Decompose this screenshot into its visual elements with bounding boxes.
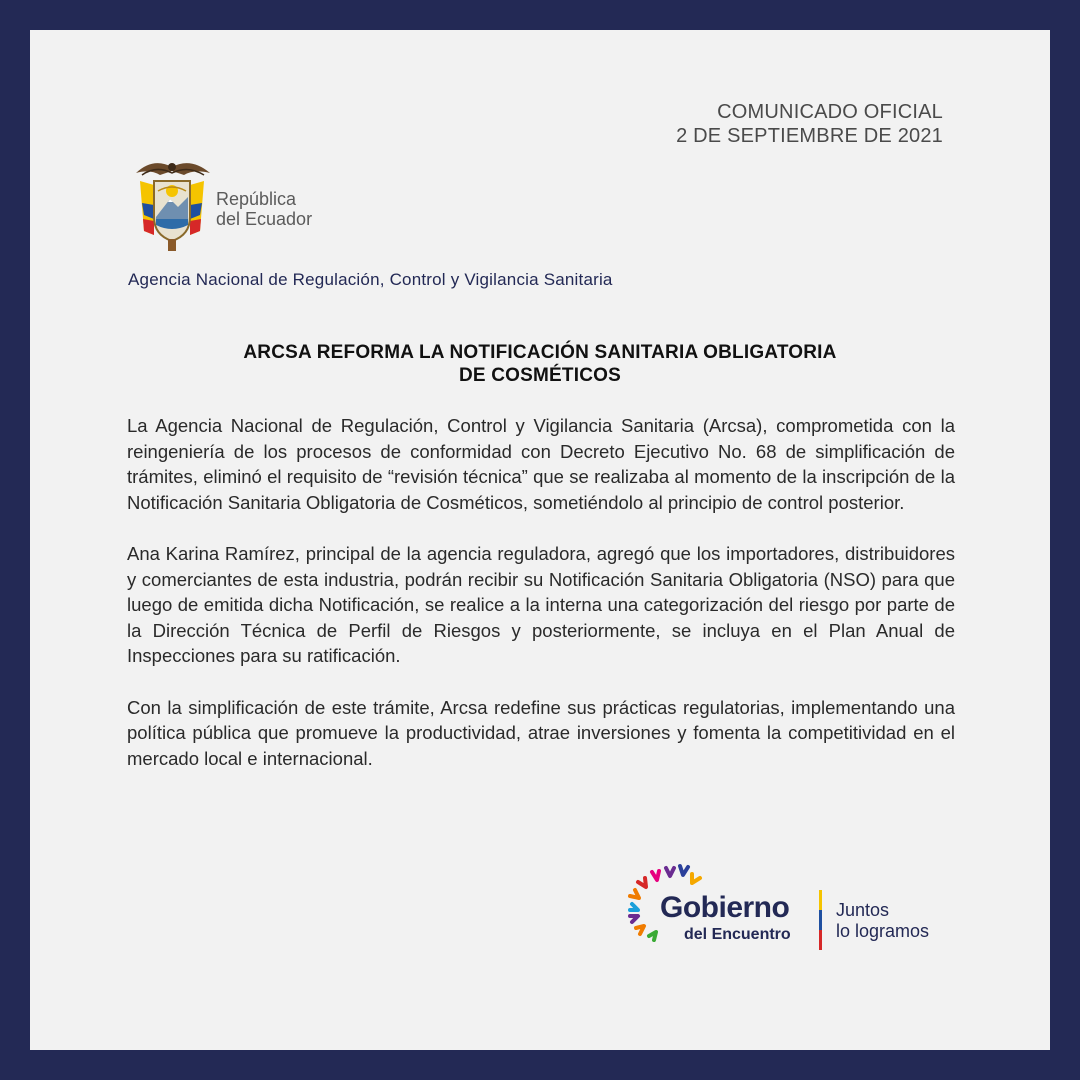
body-paragraph: La Agencia Nacional de Regulación, Control y Vigilancia Sanitaria (Arcsa), comprometida con la reingeniería de los procesos de conformidad con Decreto Ejecutivo No. 68 de simplificación de trámites, eliminó el requisito de “revisión técnica” que se realizaba al momento de la inscripción de la Notificación Sanitaria Obligatoria de Cosméticos, sometiéndolo al principio de control posterior. — [127, 415, 955, 513]
body-paragraph: Con la simplificación de este trámite, Arcsa redefine sus prácticas regulatorias, implementando una política pública que promueve la productividad, atrae inversiones y fomenta la competitividad en el mercado local e internacional. — [127, 696, 955, 769]
ecuador-coat-of-arms-icon — [128, 155, 218, 255]
headline-line1: ARCSA REFORMA LA NOTIFICACIÓN SANITARIA OBLIGATORIA — [243, 342, 837, 363]
headline-line2: DE COSMÉTICOS — [458, 365, 621, 386]
communique-header — [676, 100, 943, 148]
flag-divider — [819, 890, 822, 950]
republica-line1: República — [216, 189, 297, 209]
press-release-body — [127, 413, 955, 797]
communique-date: 2 DE SEPTIEMBRE DE 2021 — [676, 125, 943, 147]
agency-name: Agencia Nacional de Regulación, Control y Vigilancia Sanitaria — [128, 270, 613, 289]
republica-del-ecuador-logo — [128, 155, 348, 255]
press-release-headline — [30, 341, 1050, 387]
body-paragraph: Ana Karina Ramírez, principal de la agencia reguladora, agregó que los importadores, distribuidores y comerciantes de esta industria, podrán recibir su Notificación Sanitaria Obligatoria (NSO) para que luego de emitida dicha Notificación, se realice a la interna una categorización del riesgo por parte de la Dirección Técnica de Perfil de Riesgos y posteriormente, se incluya en el Plan Anual de Inspecciones para su ratificación. — [127, 543, 955, 666]
communique-page — [30, 30, 1050, 1050]
gobierno-title: Gobierno — [660, 891, 790, 924]
communique-label: COMUNICADO OFICIAL — [717, 101, 943, 123]
slogan-line1: Juntos — [836, 900, 890, 920]
slogan — [836, 900, 929, 942]
gobierno-subtitle: del Encuentro — [684, 926, 791, 943]
republica-wordmark — [216, 189, 312, 229]
republica-line2: del Ecuador — [216, 209, 313, 229]
gobierno-del-encuentro-logo — [626, 860, 966, 960]
slogan-line2: lo logramos — [836, 921, 930, 941]
